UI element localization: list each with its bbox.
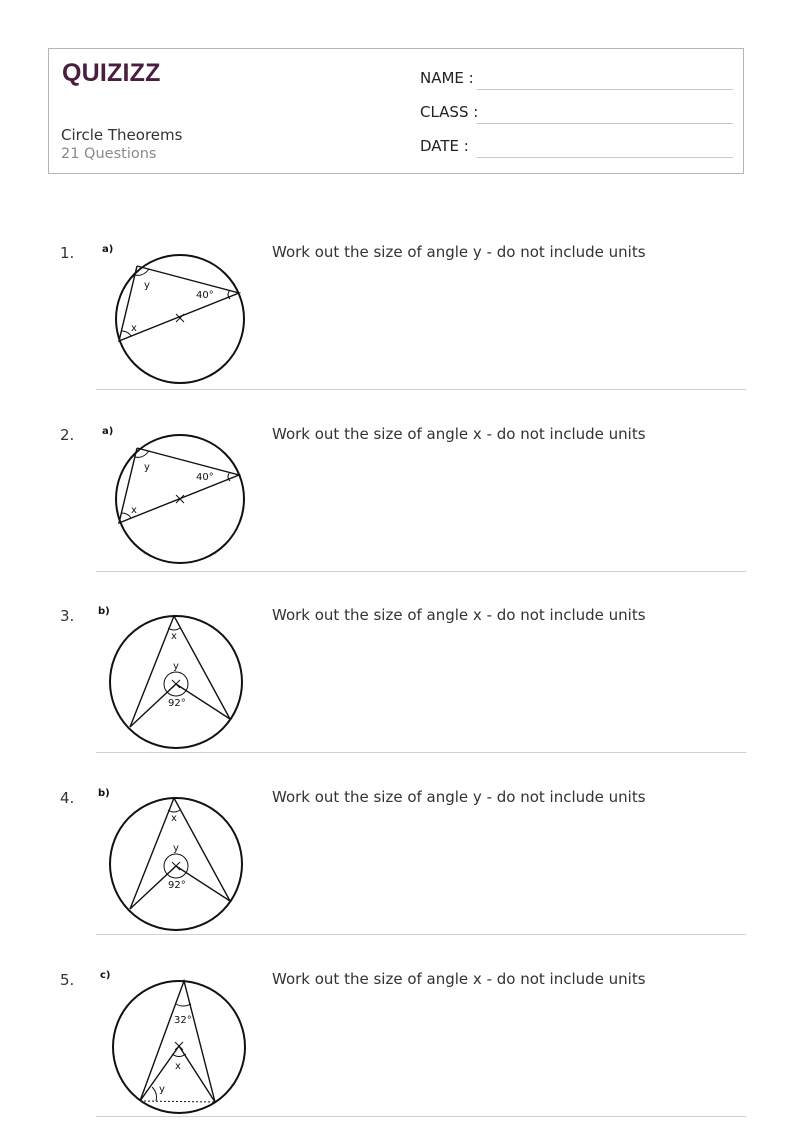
diagram-tag: b): [98, 788, 110, 799]
divider: [96, 389, 746, 390]
angle-label-40: 40°: [196, 290, 214, 301]
circle-diagram-b: [96, 774, 256, 932]
question-item: [0, 411, 794, 593]
angle-label-y: y: [144, 280, 150, 291]
angle-label-40: 40°: [196, 472, 214, 483]
question-item: [0, 229, 794, 411]
angle-label-x: x: [175, 1061, 181, 1072]
question-text: Work out the size of angle x - do not include units: [272, 425, 646, 443]
angle-label-y: y: [159, 1084, 165, 1095]
divider: [96, 1116, 746, 1117]
question-number: 2.: [60, 426, 75, 444]
question-item: [0, 774, 794, 956]
name-field[interactable]: [477, 89, 733, 90]
class-label: CLASS :: [420, 103, 479, 121]
worksheet-header: [48, 48, 744, 174]
angle-label-x: x: [131, 323, 137, 334]
question-item: [0, 592, 794, 774]
angle-label-92: 92°: [168, 880, 186, 891]
class-field[interactable]: [477, 123, 733, 124]
angle-label-x: x: [131, 505, 137, 516]
question-number: 5.: [60, 971, 75, 989]
circle-diagram-a: [96, 229, 256, 387]
question-count: 21 Questions: [61, 146, 157, 162]
circle-diagram-a: [96, 411, 256, 569]
question-number: 3.: [60, 607, 75, 625]
question-number: 1.: [60, 244, 75, 262]
question-text: Work out the size of angle x - do not include units: [272, 970, 646, 988]
diagram-tag: a): [102, 244, 114, 255]
name-label: NAME :: [420, 69, 474, 87]
angle-label-92: 92°: [168, 698, 186, 709]
question-text: Work out the size of angle y - do not include units: [272, 788, 646, 806]
circle-diagram-c: [96, 956, 256, 1118]
angle-label-y: y: [144, 462, 150, 473]
circle-diagram-b: [96, 592, 256, 750]
angle-label-y: y: [173, 661, 179, 672]
date-label: DATE :: [420, 137, 469, 155]
diagram-tag: c): [100, 970, 111, 981]
angle-label-32: 32°: [174, 1015, 192, 1026]
question-item: [0, 956, 794, 1138]
divider: [96, 934, 746, 935]
angle-label-x: x: [171, 631, 177, 642]
diagram-tag: b): [98, 606, 110, 617]
angle-label-x: x: [171, 813, 177, 824]
date-field[interactable]: [477, 157, 733, 158]
diagram-tag: a): [102, 426, 114, 437]
quizizz-logo: QUIZIZZ: [62, 59, 161, 87]
worksheet-title: Circle Theorems: [61, 126, 183, 144]
divider: [96, 571, 746, 572]
divider: [96, 752, 746, 753]
angle-label-y: y: [173, 843, 179, 854]
question-number: 4.: [60, 789, 75, 807]
question-text: Work out the size of angle x - do not include units: [272, 606, 646, 624]
question-text: Work out the size of angle y - do not include units: [272, 243, 646, 261]
